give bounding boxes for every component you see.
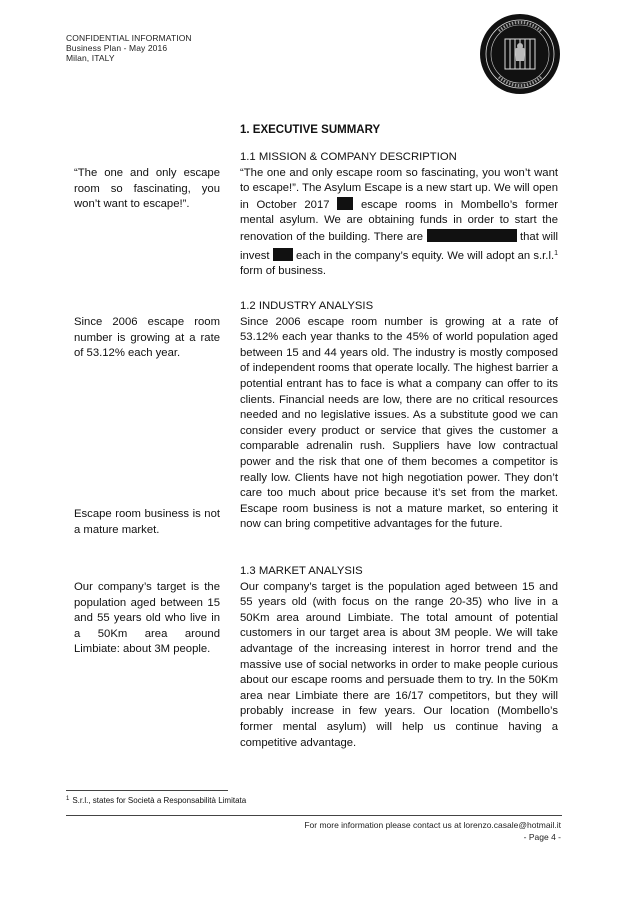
industry-heading: 1.2 INDUSTRY ANALYSIS	[240, 300, 374, 312]
header-confidential: CONFIDENTIAL INFORMATION	[66, 33, 192, 43]
mission-text: escape rooms in Mombello’s former mental asylum. We are obtaining funds in order to start the renovation of the building. There are	[240, 198, 559, 243]
section-market	[240, 564, 558, 751]
footnote-text: S.r.l., states for Società a Responsabilità Limitata	[72, 796, 247, 805]
footnote	[66, 796, 246, 805]
mission-text: “The one and only escape room so fascinating, you won’t want to escape!”. The Asylum Escape is a new start up. We will open in October 2017	[240, 166, 558, 211]
footnote-ref: 1	[554, 249, 558, 257]
footer-contact: For more information please contact us at lorenzo.casale@hotmail.it	[304, 820, 561, 830]
sidebar-quote-text: “The one and only escape room so fascinating, you won’t want to escape!”.	[74, 167, 220, 211]
redacted-block	[427, 229, 517, 242]
sidebar-quote-market-maturity	[74, 507, 220, 538]
mission-text: form of business.	[240, 265, 327, 278]
mission-text: that will invest	[240, 230, 558, 262]
mission-text: each in the company’s equity. We will adopt an s.r.l.	[295, 249, 555, 262]
footnote-divider	[66, 790, 228, 791]
sidebar-quote-text: Since 2006 escape room number is growing at a rate of 53.12% each year.	[74, 316, 220, 360]
market-heading: 1.3 MARKET ANALYSIS	[240, 565, 363, 577]
sidebar-quote-growth	[74, 315, 220, 362]
asylum-seal-logo-icon	[479, 13, 561, 95]
footer-divider	[66, 815, 562, 816]
industry-body: Since 2006 escape room number is growing at a rate of 53.12% each year thanks to the 45% of world population aged between 15 and 44 years old. The industry is mostly composed of independent rooms that operate locally. The highest barrier a potential entrant has to face is what a company can offer to its clients. Financial needs are low, there are no critical resources needed and no legislative issues. As a substitute good we can consider every product or service that gives the customer a comparable adrenalin rush. Suppliers have low contractual power and the risk that one of them becomes a competitor is really low. Clients have not high negotiation power. They don’t care too much about price because it’s set from the market. Escape room business is not a mature market, so entering it now can bring competitive advantages for the future.	[240, 315, 558, 531]
page-footer	[304, 819, 561, 843]
footnote-number: 1	[66, 796, 70, 802]
header-location: Milan, ITALY	[66, 53, 115, 63]
section-mission	[240, 150, 558, 280]
sidebar-quote-target	[74, 580, 220, 658]
section-industry	[240, 299, 558, 533]
sidebar-quote-mission	[74, 166, 220, 213]
sidebar-quote-text: Our company’s target is the population aged between 15 and 55 years old who live in a 50Km area around Limbiate: about 3M people.	[74, 581, 220, 656]
document-header	[66, 33, 192, 63]
section-title: 1. EXECUTIVE SUMMARY	[240, 124, 381, 136]
redacted-block	[273, 248, 293, 261]
mission-body	[240, 166, 558, 280]
redacted-block	[337, 197, 353, 210]
header-doc-title: Business Plan - May 2016	[66, 43, 168, 53]
sidebar-quote-text: Escape room business is not a mature market.	[74, 508, 220, 536]
market-body: Our company’s target is the population aged between 15 and 55 years old (with focus on the range 20-35) who live in a 50Km area around Limbiate. The total amount of potential customers in our target area is about 3M people. We will take advantage of the increasing interest in horror trend and the massive use of social networks in order to make people curious about our escape rooms and persuade them to try. In the 50Km area near Limbiate there are 16/17 competitors, but they will probably increase in few years. Our location (Mombello’s former mental asylum) will help us continue having a competitive advantage.	[240, 580, 558, 749]
page-number: - Page 4 -	[523, 832, 561, 842]
mission-heading: 1.1 MISSION & COMPANY DESCRIPTION	[240, 151, 457, 163]
